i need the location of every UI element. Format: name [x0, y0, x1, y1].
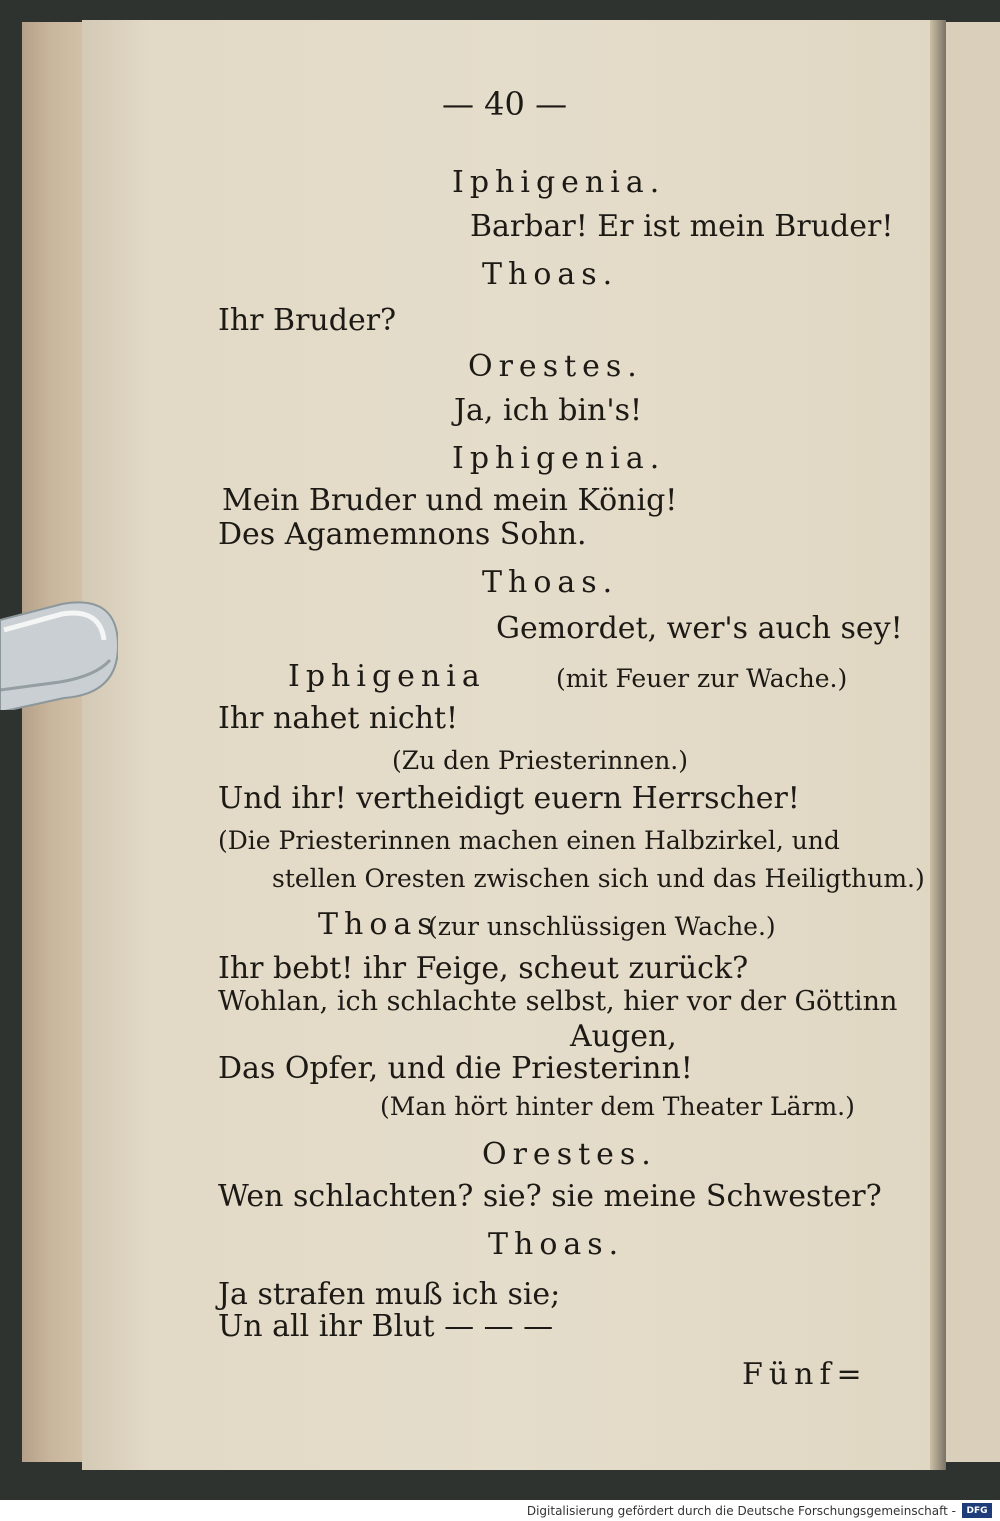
dialogue-line: Ihr nahet nicht! — [218, 701, 459, 736]
dialogue-line: Ja, ich bin's! — [454, 393, 643, 428]
speaker-iphigenia: Iphigenia — [288, 659, 486, 694]
stage-direction: (Die Priesterinnen machen einen Halbzirkel, und — [218, 826, 840, 855]
page-holder-clip — [0, 590, 118, 710]
next-page-edge — [945, 22, 1000, 1462]
dialogue-line: Wen schlachten? sie? sie meine Schwester? — [218, 1179, 882, 1214]
dialogue-line: Mein Bruder und mein König! — [222, 483, 678, 518]
speaker-orestes: Orestes. — [468, 349, 643, 384]
page-number: — 40 — — [442, 85, 568, 123]
dfg-logo: DFG — [962, 1503, 992, 1518]
dialogue-line: Das Opfer, und die Priesterinn! — [218, 1051, 693, 1086]
catchword: Fünf= — [742, 1357, 868, 1392]
dialogue-line: Wohlan, ich schlachte selbst, hier vor der Göttinn — [218, 986, 898, 1017]
dialogue-line: Des Agamemnons Sohn. — [218, 517, 587, 552]
stage-direction: stellen Oresten zwischen sich und das Heiligthum.) — [272, 864, 925, 893]
dialogue-line: Ja strafen muß ich sie; — [218, 1277, 561, 1312]
dialogue-line: Un all ihr Blut — — — — [218, 1309, 554, 1344]
page-gutter-shadow — [930, 20, 946, 1470]
speaker-thoas: Thoas. — [488, 1227, 625, 1262]
stage-direction: (mit Feuer zur Wache.) — [556, 664, 848, 693]
dialogue-line: Augen, — [570, 1019, 677, 1054]
book-page — [82, 20, 938, 1470]
dialogue-line: Gemordet, wer's auch sey! — [496, 611, 903, 646]
footer-bar — [0, 1500, 1000, 1521]
dialogue-line: Ihr Bruder? — [218, 303, 397, 338]
speaker-iphigenia: Iphigenia. — [452, 165, 666, 200]
speaker-thoas: Thoas. — [482, 565, 619, 600]
stage-direction: (Zu den Priesterinnen.) — [392, 746, 688, 775]
stage-direction: (zur unschlüssigen Wache.) — [428, 912, 776, 941]
speaker-thoas: Thoas. — [482, 257, 619, 292]
speaker-orestes: Orestes. — [482, 1137, 657, 1172]
speaker-thoas: Thoas — [318, 907, 439, 942]
funding-credit: Digitalisierung gefördert durch die Deutsche Forschungsgemeinschaft - — [526, 1504, 956, 1518]
dialogue-line: Ihr bebt! ihr Feige, scheut zurück? — [218, 951, 749, 986]
speaker-iphigenia: Iphigenia. — [452, 441, 666, 476]
dialogue-line: Und ihr! vertheidigt euern Herrscher! — [218, 781, 800, 816]
dialogue-line: Barbar! Er ist mein Bruder! — [470, 209, 894, 244]
stage-direction: (Man hört hinter dem Theater Lärm.) — [380, 1092, 855, 1121]
